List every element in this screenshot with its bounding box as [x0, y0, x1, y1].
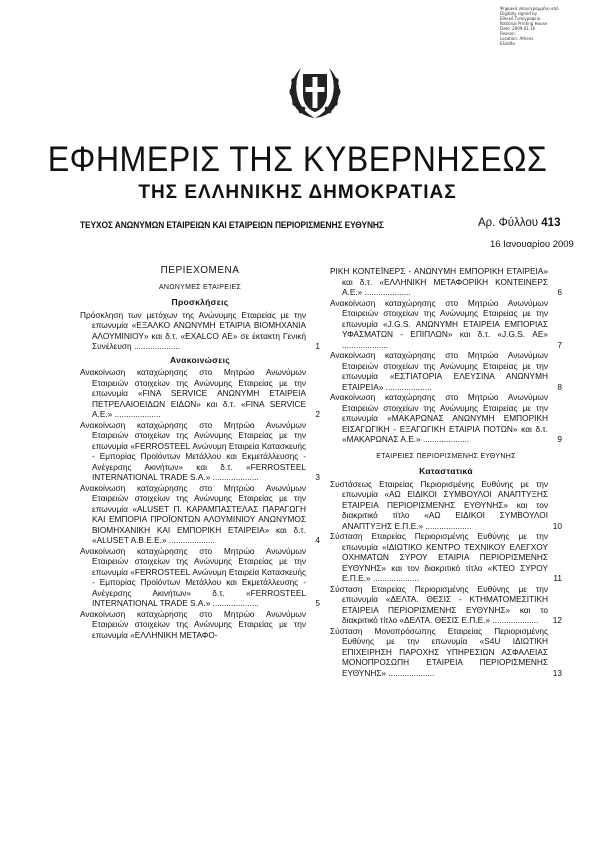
stamp-line: Digitally signed by [500, 11, 538, 16]
entry-text: Ανακοίνωση καταχώρησης στο Μητρώο Ανωνύμων Εταιρειών στοιχείων της Ανώνυμης Εταιρείας με την επωνυμία «FERROSTEEL Ανώνυμη Εταιρεία Κατασκευής - Εμπορίας Προϊόντων Μετάλλου και Εκμετάλλευσης - Ανέγερσης Ακινήτων» δ.τ. «FERROSTEEL INTERNATIONAL TRADE S.A.» .................... [80, 545, 306, 608]
contents-entry[interactable] [330, 626, 562, 679]
gazette-title: ΕΦΗΜΕΡΙΣ ΤΗΣ ΚΥΒΕΡΝΗΣΕΩΣ [47, 140, 548, 179]
entry-text: Ανακοίνωση καταχώρησης στο Μητρώο Ανωνύμων Εταιρειών στοιχείων της Ανώνυμης Εταιρείας με την επωνυμία «ΜΑΚΑΡΩΝΑΣ ΑΝΩΝΥΜΗ ΕΜΠΟΡΙΚΗ ΕΙΣΑΓΩΓΙΚΗ - ΕΞΑΓΩΓΙΚΗ ΕΤΑΙΡΙΑ ΠΟΤΩΝ» και δ.τ. «ΜΑΚΑΡΩΝΑΣ Α.Ε.» .................... [330, 392, 548, 444]
sheet-label: Αρ. Φύλλου [478, 217, 539, 229]
stamp-line: Ελλάδα [500, 41, 515, 46]
entry-page: 11 [553, 573, 562, 583]
greek-coat-of-arms-icon [285, 62, 345, 122]
section-title-epe: ΕΤΑΙΡΕΙΕΣ ΠΕΡΙΟΡΙΣΜΕΝΗΣ ΕΥΘΥΝΗΣ [376, 452, 516, 460]
heading-announcements: Ανακοινώσεις [170, 354, 230, 365]
digital-signature-stamp [500, 6, 560, 46]
entry-text: Ανακοίνωση καταχώρησης στο Μητρώο Ανωνύμων Εταιρειών στοιχείων της Ανώνυμης Εταιρείας με την επωνυμία «ALUSET Π. ΚΑΡΑΜΠΑΣΤΕΛΑΣ ΠΑΡΑΓΩΓΗ ΚΑΙ ΕΜΠΟΡΙΑ ΠΡΟΪΟΝΤΩΝ ΑΛΟΥΜΙΝΙΟΥ ΑΝΩΝΥΜΟΣ ΒΙΟΜΗΧΑΝΙΚΗ ΚΑΙ ΕΜΠΟΡΙΚΗ ΕΤΑΙΡΕΙΑ» και δ.τ. «ALUSET A.B.E.E.» .................... [80, 482, 306, 545]
contents-entry[interactable] [330, 531, 562, 584]
entry-text: Ανακοίνωση καταχώρησης στο Μητρώο Ανωνύμων Εταιρειών στοιχείων της Ανώνυμης Εταιρείας με την επωνυμία «ΕΣΤΙΑΤΟΡΙΑ ΕΛΕΥΣΙΝΑ ΑΝΩΝΥΜΗ ΕΤΑΙΡΕΙΑ» .................... [330, 350, 548, 392]
contents-entry[interactable] [80, 367, 320, 420]
entry-text: Σύσταση Μονοπρόσωπης Εταιρείας Περιορισμένης Ευθύνης με την επωνυμία «S4U ΙΔΙΩΤΙΚΗ ΕΠΙΧΕΙΡΗΣΗ ΠΑΡΟΧΗΣ ΥΠΗΡΕΣΙΩΝ ΑΣΦΑΛΕΙΑΣ ΜΟΝΟΠΡΟΣΩΠΗ ΕΤΑΙΡΕΙΑ ΠΕΡΙΟΡΙΣΜΕΝΗΣ ΕΥΘΥΝΗΣ» .................... [330, 625, 548, 678]
entry-page: 10 [552, 520, 562, 531]
entry-text: Σύσταση Εταιρείας Περιορισμένης Ευθύνης με την επωνυμία «ΔΕΛΤΑ. ΘΕΣΙΣ - ΚΤΗΜΑΤΟΜΕΣΙΤΙΚΗ ΕΤΑΙΡΕΙΑ ΠΕΡΙΟΡΙΣΜΕΝΗΣ ΕΥΘΥΝΗΣ» και το διακριτικό τίτλο «ΔΕΛΤΑ. ΘΕΣΙΣ Ε.Π.Ε.» .................... [330, 583, 548, 625]
sheet-number-value: 413 [541, 217, 561, 229]
stamp-line: National Printing House [500, 21, 548, 26]
entry-text: Πρόσκληση των μετόχων της Ανώνυμης Εταιρείας με την επωνυμία «ΕΞΑΛΚΟ ΑΝΩΝΥΜΗ ΕΤΑΙΡΙΑ ΒΙΟΜΗΧΑΝΙΑ ΑΛΟΥΜΙΝΙΟΥ» και δ.τ. «EXALCO ΑΕ» σε έκτακτη Γενική Συνέλευση .................... [80, 309, 306, 351]
contents-entry[interactable] [330, 584, 562, 626]
entry-page: 1 [315, 341, 320, 351]
entry-text: Σύσταση Εταιρείας Περιορισμένης Ευθύνης με την επωνυμία «ΙΔΙΩΤΙΚΟ ΚΕΝΤΡΟ ΤΕΧΝΙΚΟΥ ΕΛΕΓΧΟΥ ΟΧΗΜΑΤΩΝ ΣΥΡΟΥ ΕΤΑΙΡΙΑ ΠΕΡΙΟΡΙΣΜΕΝΗΣ ΕΥΘΥΝΗΣ» και τον διακριτικό τίτλο «ΚΤΕΟ ΣΥΡΟΥ Ε.Π.Ε.» .................... [330, 531, 548, 583]
contents-left-column [80, 266, 320, 640]
contents-entry[interactable] [80, 546, 320, 609]
contents-entry[interactable] [80, 609, 320, 641]
contents-title: ΠΕΡΙΕΧΟΜΕΝΑ [160, 265, 240, 276]
heading-invitations: Προσκλήσεις [171, 297, 229, 307]
stamp-line: Date: 2009.01.16 [500, 26, 536, 31]
section-title-ae: ΑΝΩΝΥΜΕΣ ΕΤΑΙΡΕΙΕΣ [158, 283, 242, 291]
contents-entry[interactable] [330, 392, 562, 445]
stamp-line: Reason: [500, 31, 516, 36]
contents-entry[interactable] [330, 266, 562, 298]
contents-entry[interactable] [330, 479, 562, 532]
entry-page: 3 [315, 472, 320, 482]
entry-page: 8 [557, 381, 562, 392]
entry-page: 6 [557, 287, 562, 297]
stamp-line: Εθνικό Τυπογραφείο [500, 16, 541, 21]
issue-type: ΤΕΥΧΟΣ ΑΝΩΝΥΜΩΝ ΕΤΑΙΡΕΙΩΝ ΚΑΙ ΕΤΑΙΡΕΙΩΝ ΠΕΡΙΟΡΙΣΜΕΝΗΣ ΕΥΘΥΝΗΣ [80, 220, 384, 230]
stamp-line: Ψηφιακά υπογεγραμμένο από [500, 6, 559, 11]
entry-text: Ανακοίνωση καταχώρησης στο Μητρώο Ανωνύμων Εταιρειών στοιχείων της Ανώνυμης Εταιρείας με την επωνυμία «ΕΛΛΗΝΙΚΗ ΜΕΤΑΦΟ- [80, 608, 306, 640]
gazette-subtitle: ΤΗΣ ΕΛΛΗΝΙΚΗΣ ΔΗΜΟΚΡΑΤΙΑΣ [138, 182, 457, 203]
entry-page: 9 [557, 434, 562, 444]
entry-page: 4 [315, 535, 320, 545]
spacer [330, 445, 562, 449]
heading-statutes: Καταστατικά [419, 466, 473, 476]
entry-text: Ανακοίνωση καταχώρησης στο Μητρώο Ανωνύμων Εταιρειών στοιχείων της Ανώνυμης Εταιρείας με την επωνυμία «FINA SERVICE ΑΝΩΝΥΜΗ ΕΤΑΙΡΕΙΑ ΠΕΤΡΕΛΑΙΟΕΙΔΩΝ ΕΙΔΩΝ» και δ.τ. «FINA SERVICE A.E.» .................... [80, 367, 306, 419]
contents-entry[interactable] [80, 310, 320, 352]
entry-page: 13 [552, 667, 562, 678]
entry-text: Συστάσεως Εταιρείας Περιορισμένης Ευθύνης με την επωνυμία «ΑΩ ΕΙΔΙΚΟΙ ΣΥΜΒΟΥΛΟΙ ΑΝΑΠΤΥΞΗΣ ΕΤΑΙΡΕΙΑ ΠΕΡΙΟΡΙΣΜΕΝΗΣ ΕΥΘΥΝΗΣ» και τον διακριτικό τίτλο «ΑΩ ΕΙΔΙΚΟΙ ΣΥΜΒΟΥΛΟΙ ΑΝΑΠΤΥΞΗΣ Ε.Π.Ε.» .................... [330, 478, 548, 531]
entry-page: 12 [552, 615, 562, 625]
issue-date: 16 Ιανουαρίου 2009 [490, 239, 574, 250]
entry-page: 2 [315, 409, 320, 419]
entry-text: Ανακοίνωση καταχώρησης στο Μητρώο Ανωνύμων Εταιρειών στοιχείων της Ανώνυμης Εταιρείας με την επωνυμία «FERROSTEEL Ανώνυμη Εταιρεία Κατασκευής - Εμπορίας Προϊόντων Μετάλλου και Εκμετάλλευσης - Ανέγερσης Ακινήτων» και δ.τ. «FERROSTEEL INTERNATIONAL TRADE S.A.» .................... [80, 419, 306, 482]
entry-text: Ανακοίνωση καταχώρησης στο Μητρώο Ανωνύμων Εταιρειών στοιχείων της Ανώνυμης Εταιρείας με την επωνυμία «J.G.S. ΑΝΩΝΥΜΗ ΕΤΑΙΡΕΙΑ ΕΜΠΟΡΙΑΣ ΥΦΑΣΜΑΤΩΝ - ΕΠΙΠΛΩΝ» και δ.τ. «J.G.S. ΑΕ» .................... [330, 297, 548, 350]
contents-entry[interactable] [330, 298, 562, 351]
entry-page: 5 [315, 598, 320, 608]
stamp-line: Location: Athens [500, 36, 534, 41]
entry-page: 7 [557, 339, 562, 350]
contents-right-column [330, 266, 562, 678]
contents-entry[interactable] [330, 350, 562, 392]
sheet-number [478, 217, 560, 229]
contents-entry[interactable] [80, 420, 320, 483]
entry-text: ΡΙΚΗ ΚΟΝΤΕΪΝΕΡΣ - ΑΝΩΝΥΜΗ ΕΜΠΟΡΙΚΗ ΕΤΑΙΡΕΙΑ» και δ.τ. «ΕΛΛΗΝΙΚΗ ΜΕΤΑΦΟΡΙΚΗ ΚΟΝΤΕΙΝΕΡΣ Α.Ε.» .................... [330, 266, 548, 297]
contents-entry[interactable] [80, 483, 320, 546]
